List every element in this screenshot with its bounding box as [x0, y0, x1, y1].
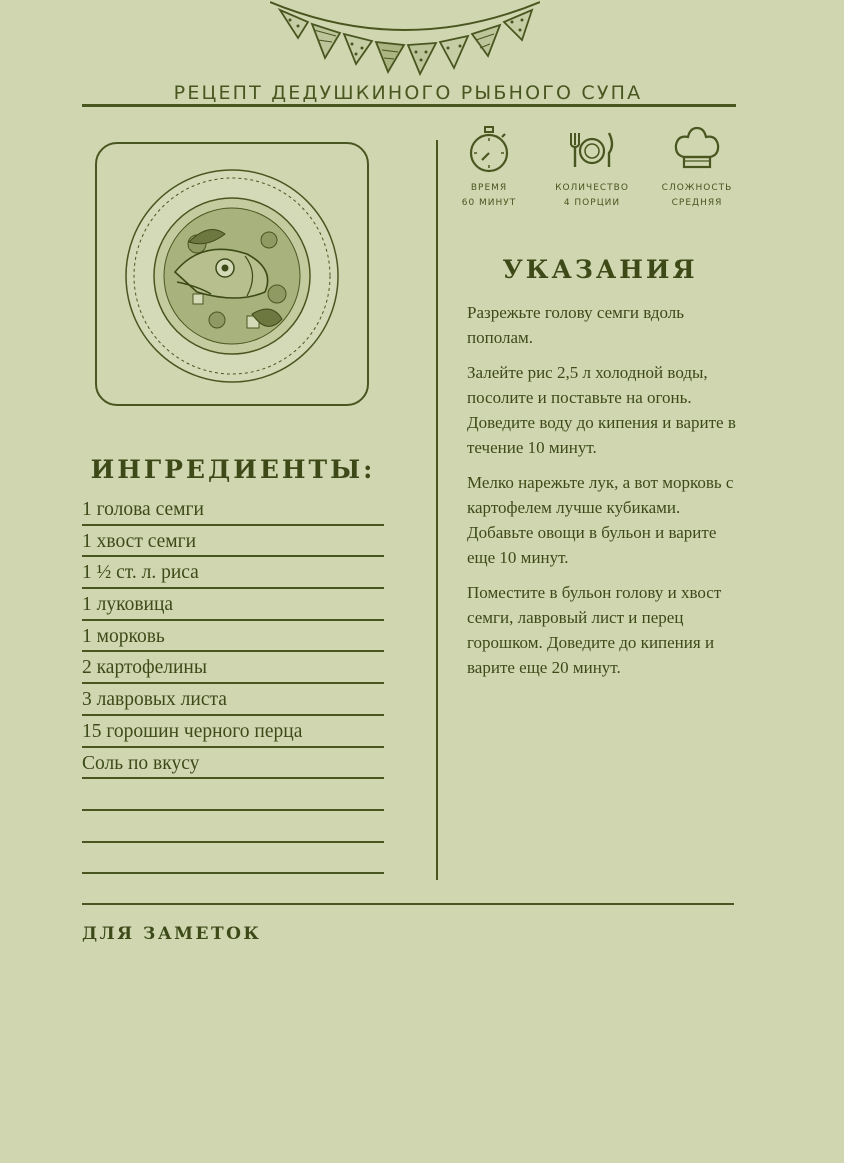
- stat-time: [444, 125, 534, 211]
- ingredient-item: 3 лавровых листа: [82, 684, 384, 716]
- bunting-decoration: [270, 0, 540, 80]
- ingredient-item: 1 морковь: [82, 621, 384, 653]
- stat-servings: [547, 125, 637, 211]
- directions-list: [467, 300, 737, 690]
- ingredient-blank-line: [82, 779, 384, 811]
- ingredient-blank-line: [82, 843, 384, 875]
- chef-hat-icon: [672, 125, 722, 175]
- ingredient-blank-line: [82, 811, 384, 843]
- title-divider: [82, 104, 736, 107]
- ingredient-item: 1 луковица: [82, 589, 384, 621]
- stat-time-value: 60 МИНУТ: [461, 198, 517, 208]
- stat-servings-value: 4 ПОРЦИИ: [563, 198, 621, 208]
- direction-step: Поместите в бульон голову и хвост семги, лавровый лист и перец горошком. Доведите до кипения и варите еще 20 минут.: [467, 583, 722, 677]
- ingredient-item: Соль по вкусу: [82, 748, 384, 780]
- notes-divider: [82, 903, 734, 905]
- direction-step: Залейте рис 2,5 л холодной воды, посолите и поставьте на огонь. Доведите воду до кипения и варите в течение 10 минут.: [467, 363, 736, 457]
- column-divider: [436, 140, 438, 880]
- notes-title: ДЛЯ ЗАМЕТОК: [82, 924, 262, 944]
- ingredient-item: 1 ½ ст. л. риса: [82, 557, 384, 589]
- ingredient-item: 2 картофелины: [82, 652, 384, 684]
- dish-photo-frame: [95, 142, 369, 406]
- ingredients-title: ИНГРЕДИЕНТЫ:: [90, 455, 376, 484]
- plate-cutlery-icon: [565, 125, 619, 175]
- recipe-stats: [455, 125, 745, 215]
- ingredient-item: 1 хвост семги: [82, 526, 384, 558]
- ingredients-list: [82, 494, 384, 874]
- stopwatch-icon: [466, 125, 512, 175]
- stat-time-label: ВРЕМЯ: [470, 183, 508, 193]
- stat-servings-label: КОЛИЧЕСТВО: [555, 183, 629, 193]
- stat-difficulty: [652, 125, 742, 211]
- ingredient-item: 15 горошин черного перца: [82, 716, 384, 748]
- page-title: РЕЦЕПТ ДЕДУШКИНОГО РЫБНОГО СУПА: [173, 82, 643, 104]
- directions-title: УКАЗАНИЯ: [502, 255, 698, 284]
- stat-difficulty-value: СРЕДНЯЯ: [671, 198, 723, 208]
- ingredient-item: 1 голова семги: [82, 494, 384, 526]
- fish-soup-illustration: [97, 144, 367, 404]
- direction-step: Мелко нарежьте лук, а вот морковь с картофелем лучше кубиками. Добавьте овощи в бульон и варите еще 10 минут.: [467, 473, 734, 567]
- direction-step: Разрежьте голову семги вдоль пополам.: [467, 303, 684, 347]
- stat-difficulty-label: СЛОЖНОСТЬ: [661, 183, 733, 193]
